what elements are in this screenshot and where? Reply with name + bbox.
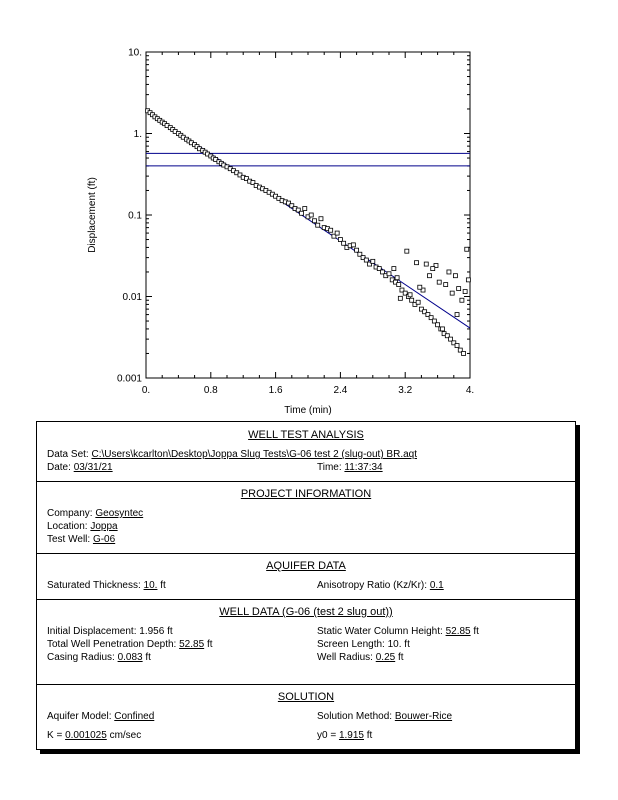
- aquifer-model-value: Confined: [114, 711, 155, 722]
- static-water-label: Static Water Column Height:: [317, 626, 443, 637]
- data-set-label: Data Set:: [47, 449, 89, 460]
- static-water-line: [317, 626, 479, 637]
- x-tick-label: 0.: [141, 385, 151, 396]
- solution-section: [37, 684, 575, 749]
- well-test-analysis-section: [37, 422, 575, 482]
- y-tick-label: 10.: [128, 47, 142, 59]
- test-well-value: G-06: [92, 534, 116, 545]
- data-point: [329, 228, 333, 232]
- data-point: [431, 267, 435, 271]
- data-point: [303, 207, 307, 211]
- data-point: [309, 213, 313, 217]
- y-tick-label: 0.001: [116, 373, 142, 385]
- total-penetration-line: [47, 639, 213, 650]
- company-label: Company:: [47, 508, 93, 519]
- saturated-thickness-value: 10.: [143, 580, 158, 591]
- k-label: K: [47, 730, 54, 741]
- data-point: [460, 298, 464, 302]
- static-water-unit: ft: [473, 626, 479, 637]
- date-label: Date:: [47, 462, 71, 473]
- screen-length-value: 10. ft: [387, 639, 410, 650]
- anisotropy-label: Anisotropy Ratio (Kz/Kr):: [317, 580, 428, 591]
- y0-value: 1.915: [338, 730, 364, 741]
- y0-line: [317, 730, 372, 741]
- k-value: 0.001025: [65, 730, 107, 741]
- y0-equals: =: [330, 730, 339, 741]
- total-penetration-value: 52.85: [179, 639, 205, 650]
- data-point: [395, 276, 399, 280]
- data-point: [462, 351, 466, 355]
- location-label: Location:: [47, 521, 88, 532]
- date-value: 03/31/21: [73, 462, 113, 473]
- data-point: [437, 280, 441, 284]
- y-tick-labels: [117, 48, 142, 385]
- data-point: [428, 274, 432, 278]
- location-value: Joppa: [90, 521, 118, 532]
- data-point: [392, 267, 396, 271]
- aquifer-data-section: [37, 553, 575, 600]
- solution-method-value: Bouwer-Rice: [394, 711, 453, 722]
- horizontal-lines: [146, 153, 470, 166]
- anisotropy-line: [317, 580, 444, 591]
- time-label: Time:: [317, 462, 342, 473]
- initial-displacement-value: 1.956 ft: [139, 626, 173, 637]
- time-line: [317, 462, 383, 473]
- data-point: [440, 327, 444, 331]
- k-equals: =: [56, 730, 66, 741]
- data-point: [355, 248, 359, 252]
- company-line: [47, 508, 143, 519]
- saturated-thickness-line: [47, 580, 166, 591]
- casing-radius-label: Casing Radius:: [47, 652, 115, 663]
- data-point: [371, 259, 375, 263]
- data-points: [146, 109, 471, 356]
- solution-method-label: Solution Method:: [317, 711, 393, 722]
- data-point: [410, 298, 414, 302]
- well-radius-line: [317, 652, 404, 663]
- well-radius-label: Well Radius:: [317, 652, 373, 663]
- data-point: [364, 258, 368, 262]
- data-point: [312, 219, 316, 223]
- x-axis-label: Time (min): [284, 405, 332, 416]
- data-point: [405, 249, 409, 253]
- aquifer-model-label: Aquifer Model:: [47, 711, 112, 722]
- solution-method-line: [317, 711, 452, 722]
- data-point: [463, 290, 467, 294]
- location-line: [47, 521, 118, 532]
- data-point: [408, 293, 412, 297]
- y-tick-label: 1.: [133, 129, 142, 140]
- solution-header: SOLUTION: [277, 691, 335, 703]
- aquifer-data-header: AQUIFER DATA: [266, 560, 346, 572]
- initial-displacement-line: [47, 626, 173, 637]
- casing-radius-value: 0.083: [117, 652, 143, 663]
- data-point: [455, 344, 459, 348]
- x-tick-labels: [142, 385, 474, 396]
- data-point: [335, 231, 339, 235]
- screen-length-line: [317, 639, 410, 650]
- data-point: [455, 313, 459, 317]
- data-point: [351, 243, 355, 247]
- data-point: [436, 323, 440, 327]
- report-panel: [36, 421, 576, 750]
- data-point: [453, 274, 457, 278]
- casing-radius-unit: ft: [145, 652, 151, 663]
- total-penetration-unit: ft: [206, 639, 213, 650]
- static-water-value: 52.85: [445, 626, 471, 637]
- time-value: 11:37:34: [344, 462, 383, 473]
- k-unit: cm/sec: [109, 730, 142, 741]
- test-well-label: Test Well:: [47, 534, 91, 545]
- project-information-section: [37, 481, 575, 554]
- initial-displacement-label: Initial Displacement:: [47, 626, 137, 637]
- anisotropy-value: 0.1: [429, 580, 444, 591]
- project-information-header: PROJECT INFORMATION: [240, 488, 372, 500]
- data-point: [457, 287, 461, 291]
- data-set-line: [47, 449, 417, 460]
- x-tick-label: 0.8: [203, 385, 218, 396]
- y-axis-label: Displacement (ft): [87, 177, 98, 253]
- y-tick-label: 0.01: [122, 292, 142, 303]
- data-point: [398, 296, 402, 300]
- x-tick-label: 1.6: [268, 385, 283, 396]
- well-radius-unit: ft: [397, 652, 404, 663]
- test-well-line: [47, 534, 115, 545]
- data-point: [418, 285, 422, 289]
- data-point: [319, 217, 323, 221]
- data-point: [416, 300, 420, 304]
- data-point: [342, 241, 346, 245]
- data-point: [316, 223, 320, 227]
- data-point: [424, 262, 428, 266]
- x-tick-label: 2.4: [333, 385, 348, 396]
- x-tick-label: 3.2: [398, 385, 413, 396]
- total-penetration-label: Total Well Penetration Depth:: [47, 639, 177, 650]
- y0-unit: ft: [366, 730, 373, 741]
- data-point: [447, 270, 451, 274]
- well-data-section: [37, 599, 575, 685]
- saturated-thickness-unit: ft: [160, 580, 166, 591]
- data-point: [465, 247, 469, 251]
- date-line: [47, 462, 113, 473]
- data-point: [450, 291, 454, 295]
- k-line: [47, 730, 141, 741]
- data-point: [466, 278, 470, 282]
- well-data-header: WELL DATA (G-06 (test 2 slug out)): [219, 606, 393, 618]
- well-test-analysis-header: WELL TEST ANALYSIS: [248, 429, 364, 441]
- well-radius-value: 0.25: [375, 652, 396, 663]
- data-set-value: C:\Users\kcarlton\Desktop\Joppa Slug Tests\G-06 test 2 (slug-out) BR.aqt: [91, 449, 417, 460]
- data-point: [387, 272, 391, 276]
- saturated-thickness-label: Saturated Thickness:: [47, 580, 141, 591]
- y0-label: y0: [317, 730, 328, 741]
- casing-radius-line: [47, 652, 151, 663]
- y-tick-label: 0.1: [128, 210, 142, 222]
- company-value: Geosyntec: [95, 508, 144, 519]
- data-point: [300, 211, 304, 215]
- data-point: [444, 283, 448, 287]
- screen-length-label: Screen Length:: [317, 639, 385, 650]
- x-tick-label: 4.: [465, 385, 475, 396]
- data-point: [415, 261, 419, 265]
- aquifer-model-line: [47, 711, 154, 722]
- data-point: [397, 283, 401, 287]
